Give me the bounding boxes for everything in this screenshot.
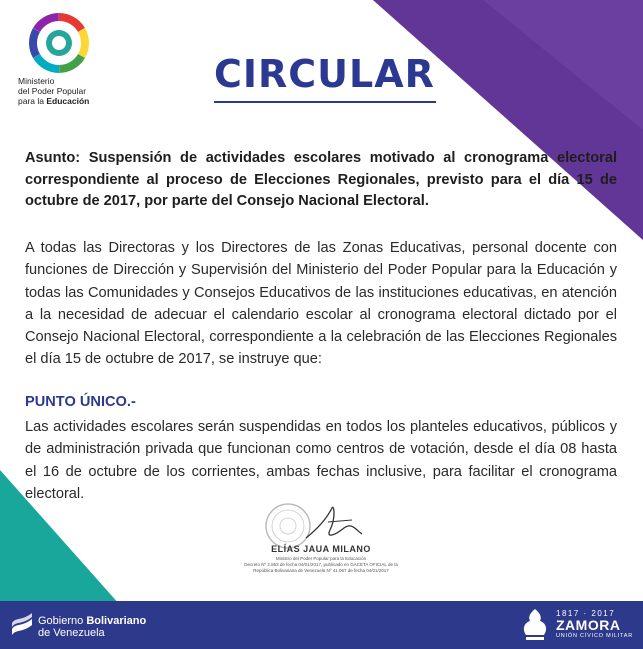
signatory-role-line1: Ministro del Poder Popular para la Educación [275, 556, 367, 561]
document-title: CIRCULAR [214, 52, 435, 96]
ministry-logo [18, 12, 128, 106]
ministry-name-line2: del Poder Popular [18, 86, 87, 96]
body-paragraph: A todas las Directoras y los Directores de las Zonas Educativas, personal docente con funciones de Dirección y Supervisión del Ministerio del Poder Popular para la Educación y todas las Comunidades y Consejos Educativos de las instituciones educativas, en atención a la necesidad de adecuar el calendario escolar al cronograma electoral dictado por el Consejo Nacional Electoral, correspondiente a la celebración de las Elecciones Regionales el día 15 de octubre de 2017, se instruye que: [25, 240, 617, 368]
zamora-emblem-icon [520, 607, 550, 643]
instruction-paragraph: Las actividades escolares serán suspendidas en todos los planteles educativos, públicos y de administración privada que funcionan como centros de votación, desde el día 08 hasta el 16 de octubre de los corrientes, ambas fechas inclusive, para facilitar el cronograma electoral. [25, 419, 617, 502]
ministry-name-line3-prefix: para la [18, 96, 47, 106]
government-name [38, 615, 146, 639]
ministry-emblem-icon [28, 12, 90, 74]
signatory-role [226, 556, 416, 574]
zamora-years: 1817 · 2017 [556, 609, 616, 618]
ministry-name [18, 76, 128, 106]
government-name-line2: de Venezuela [38, 627, 105, 639]
ministry-name-line1: Ministerio [18, 76, 55, 86]
footer-bar [0, 601, 643, 649]
ministry-name-line3 [18, 96, 128, 106]
signatory-role-line2: Decreto Nº 2.853 de fecha 04/01/2017, publicado en GACETA OFICIAL de la [244, 562, 398, 567]
government-name-line1-prefix: Gobierno [38, 615, 87, 627]
title-underline [214, 101, 436, 103]
government-name-line1 [38, 615, 146, 627]
government-name-line1-bold: Bolivariano [86, 615, 147, 627]
official-seal-and-signature [236, 500, 406, 550]
government-flag-icon [10, 613, 34, 637]
punto-unico-heading: PUNTO ÚNICO.- [25, 394, 136, 410]
ministry-name-line3-bold: Educación [46, 96, 90, 106]
signatory-name: ELÍAS JAUA MILANO [271, 544, 371, 554]
subject-text: Asunto: Suspensión de actividades escolares motivado al cronograma electoral correspondiente al proceso de Elecciones Regionales, previsto para el día 15 de octubre de 2017, por parte del Consejo Nacional Electoral. [25, 150, 617, 209]
zamora-subtitle: UNIÓN CÍVICO MILITAR [556, 633, 634, 639]
signatory-role-line3: República Bolivariana de Venezuela Nº 41.067 de fecha 04/01/2017 [253, 568, 389, 573]
zamora-name: ZAMORA [556, 617, 621, 633]
